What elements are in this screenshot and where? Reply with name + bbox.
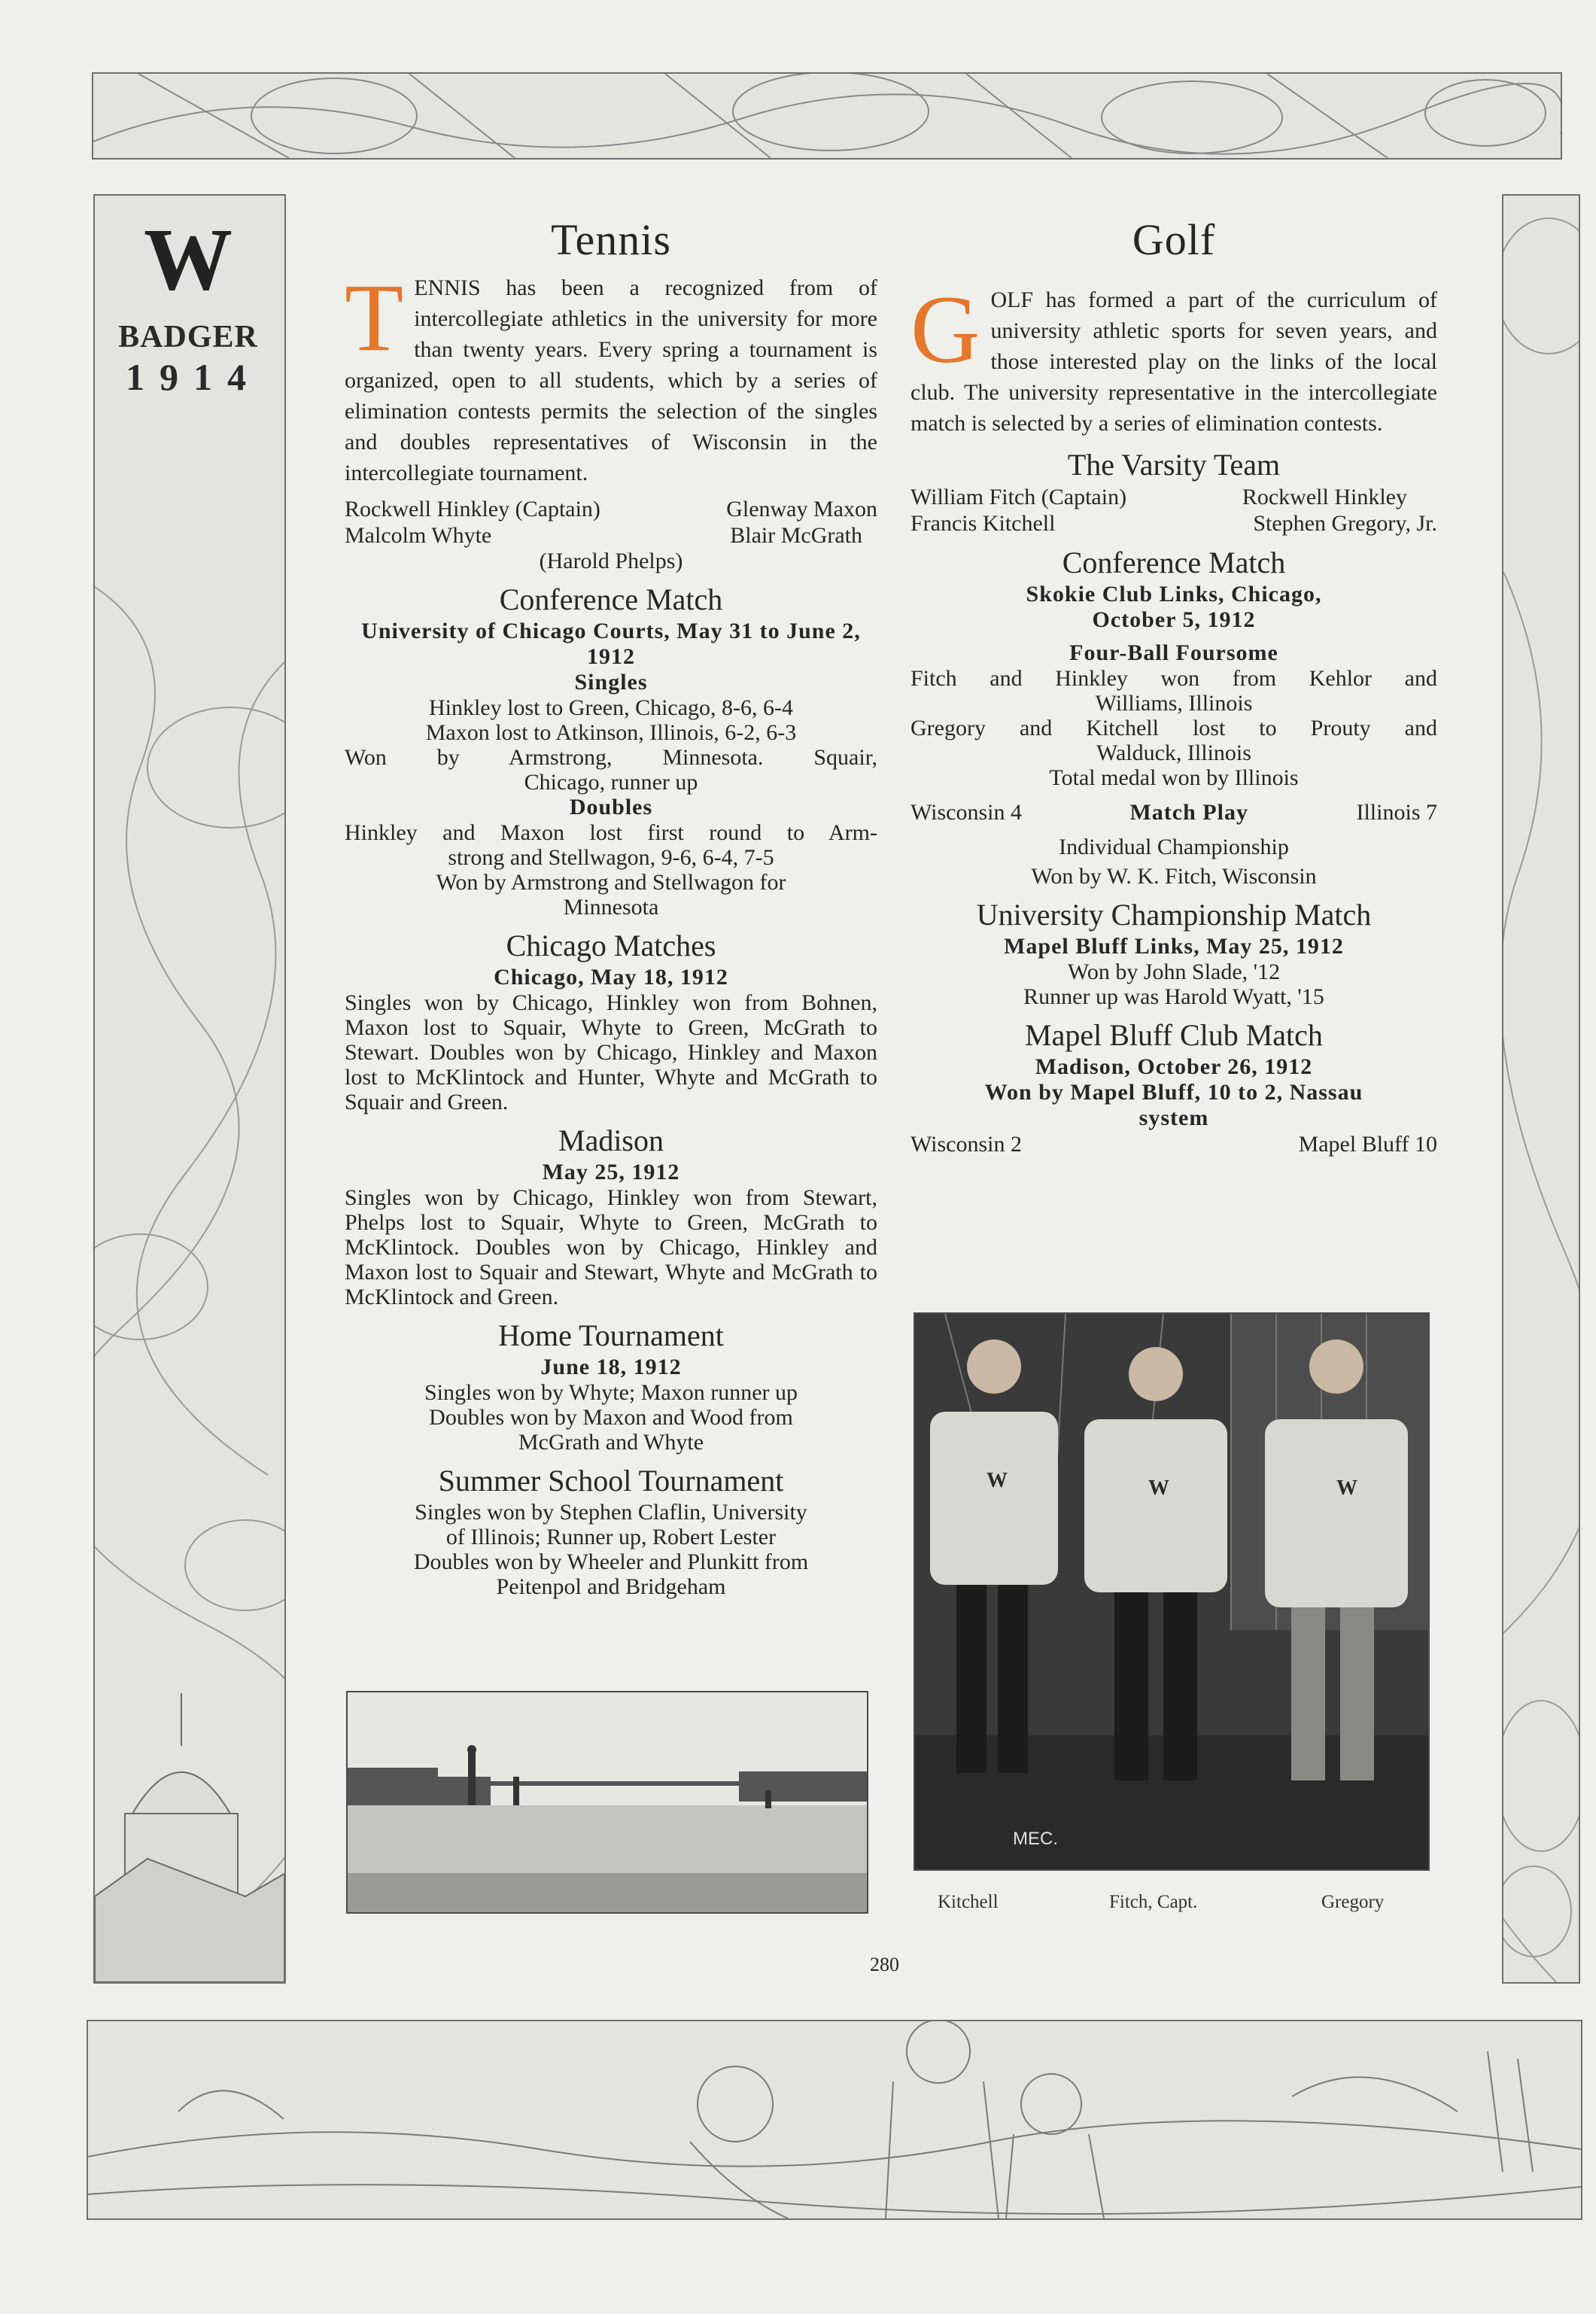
badger-1914-badge: [93, 194, 283, 399]
roster-name: Blair McGrath: [730, 523, 862, 548]
roster-name: Malcolm Whyte: [345, 523, 492, 548]
result-line: Singles won by Whyte; Maxon runner up: [424, 1380, 798, 1405]
top-decorative-border: [92, 72, 1562, 160]
result-line: of Illinois; Runner up, Robert Lester: [445, 1525, 777, 1549]
result-line: Doubles won by Maxon and Wood from: [429, 1405, 793, 1430]
university-championship-location: Mapel Bluff Links, May 25, 1912: [1004, 934, 1344, 959]
varsity-team-title: The Varsity Team: [1067, 448, 1281, 482]
mapel-bluff-score: [910, 1131, 1437, 1157]
tennis-roster: [345, 496, 877, 573]
result-line: Singles won by Stephen Claflin, University: [415, 1500, 807, 1525]
golf-conference-location: Skokie Club Links, Chicago,: [1026, 582, 1322, 607]
match-play-score: [910, 799, 1437, 826]
result-line: Gregory and Kitchell lost to Prouty and: [910, 716, 1437, 740]
result-line: Individual Championship: [1059, 835, 1289, 859]
svg-text:W: W: [1336, 1476, 1357, 1500]
left-decorative-panel: [93, 194, 286, 1984]
score-mapel-bluff: Mapel Bluff 10: [1298, 1132, 1437, 1157]
result-line: Runner up was Harold Wyatt, '15: [1023, 984, 1324, 1009]
university-championship-title: University Championship Match: [976, 898, 1372, 932]
bottom-decorative-border: [87, 2020, 1582, 2220]
roster-name: Stephen Gregory, Jr.: [1253, 511, 1437, 536]
result-line: Peitenpol and Bridgeham: [496, 1574, 726, 1599]
golf-dropcap: G: [910, 276, 980, 383]
roster-name: Glenway Maxon: [726, 497, 877, 521]
chicago-matches-title: Chicago Matches: [506, 929, 716, 962]
result-line: Maxon lost to Atkinson, Illinois, 6-2, 6-3: [425, 720, 797, 745]
page-number: 280: [870, 1954, 899, 1975]
score-wisconsin: Wisconsin 2: [910, 1132, 1022, 1157]
tennis-conference-location: University of Chicago Courts, May 31 to June 2, 1912: [361, 619, 861, 669]
home-tournament-title: Home Tournament: [498, 1318, 724, 1352]
four-ball-heading: Four-Ball Foursome: [1069, 640, 1278, 665]
golf-intro-text: OLF has formed a part of the curriculum of university athletic sports for seven years, and those interested play on the links of the local club. The university representative in the intercollegiate match is selected by a series of elimination contests.: [910, 287, 1437, 436]
badge-letter: W: [144, 210, 233, 309]
result-line: Won by Armstrong and Stellwagon for: [436, 870, 786, 895]
singles-heading: Singles: [574, 670, 648, 695]
result-line: Won by Armstrong, Minnesota. Squair,: [345, 745, 877, 770]
result-line: Williams, Illinois: [1095, 691, 1253, 716]
result-line: Total medal won by Illinois: [1049, 765, 1299, 790]
score-label: Match Play: [1129, 800, 1248, 825]
golf-column: [910, 214, 1437, 1157]
photo-signature: MEC.: [1013, 1829, 1058, 1849]
caption-gregory: Gregory: [1321, 1892, 1385, 1912]
tennis-intro: [345, 264, 877, 488]
svg-text:W: W: [986, 1469, 1008, 1492]
result-line: Doubles won by Wheeler and Plunkitt from: [413, 1549, 809, 1574]
tennis-intro-text: ENNIS has been a recognized from of intercollegiate athletics in the university for more than twenty years. Every spring a tournament is organized, open to all students, which by a series of elimination contests permits the selection of the singles and doubles representatives of Wisconsin in the intercollegiate tournament.: [345, 275, 877, 485]
caption-fitch: Fitch, Capt.: [1109, 1892, 1198, 1912]
roster-name: (Harold Phelps): [539, 549, 683, 573]
result-line: Won by John Slade, '12: [1067, 959, 1281, 984]
tennis-dropcap: T: [345, 264, 404, 371]
tennis-title: Tennis: [551, 215, 671, 264]
result-line: Chicago, runner up: [524, 770, 698, 795]
result-line: Fitch and Hinkley won from Kehlor and: [910, 666, 1437, 691]
chicago-matches-text: Singles won by Chicago, Hinkley won from Bohnen, Maxon lost to Squair, Whyte to Green, McGrath to Stewart. Doubles won by Chicago, Hinkley and Maxon lost to McKlintock and Hunter, Whyte and McGrath to Squair and Green.: [345, 990, 877, 1114]
result-line: Hinkley lost to Green, Chicago, 8-6, 6-4: [428, 695, 794, 720]
result-line: Walduck, Illinois: [1096, 740, 1251, 765]
madison-title: Madison: [558, 1124, 664, 1157]
result-line: Minnesota: [563, 895, 659, 920]
result-line: McGrath and Whyte: [518, 1430, 704, 1455]
chicago-matches-date: Chicago, May 18, 1912: [494, 965, 728, 990]
result-line: Won by Mapel Bluff, 10 to 2, Nassau: [984, 1080, 1363, 1105]
result-line: Hinkley and Maxon lost first round to Arm-: [345, 820, 877, 845]
golf-title: Golf: [1132, 215, 1216, 264]
summer-school-title: Summer School Tournament: [438, 1464, 784, 1498]
golf-conference-date: October 5, 1912: [1092, 607, 1256, 632]
golf-intro: [910, 276, 1437, 439]
tennis-court-photo: [346, 1691, 868, 1914]
mapel-bluff-location: Madison, October 26, 1912: [1035, 1054, 1313, 1079]
badge-name: BADGER: [118, 320, 258, 354]
tennis-column: [345, 214, 877, 1599]
madison-date: May 25, 1912: [542, 1160, 680, 1184]
roster-name: Rockwell Hinkley (Captain): [345, 497, 600, 521]
badge-year: 1914: [126, 356, 261, 398]
svg-text:W: W: [1148, 1476, 1169, 1500]
home-tournament-date: June 18, 1912: [540, 1355, 682, 1379]
result-line: system: [1138, 1105, 1209, 1130]
caption-kitchell: Kitchell: [938, 1892, 999, 1912]
score-illinois: Illinois 7: [1356, 800, 1437, 825]
roster-name: Rockwell Hinkley: [1242, 485, 1407, 509]
score-wisconsin: Wisconsin 4: [910, 800, 1022, 825]
mapel-bluff-title: Mapel Bluff Club Match: [1025, 1018, 1323, 1052]
doubles-heading: Doubles: [569, 795, 653, 819]
golf-conference-title: Conference Match: [1062, 546, 1286, 579]
golf-team-photo: [914, 1312, 1430, 1871]
right-decorative-panel: [1502, 194, 1580, 1984]
tennis-conference-title: Conference Match: [499, 582, 723, 616]
result-line: strong and Stellwagon, 9-6, 6-4, 7-5: [448, 845, 774, 870]
madison-text: Singles won by Chicago, Hinkley won from Stewart, Phelps lost to Squair, Whyte to Green, McGrath to McKlintock. Doubles won by Chicago, Hinkley and Maxon lost to Squair and Stewart, Whyte and McGrath to McKlintock and Green.: [345, 1185, 877, 1309]
result-line: Won by W. K. Fitch, Wisconsin: [1031, 864, 1317, 889]
roster-name: Francis Kitchell: [910, 511, 1056, 536]
roster-name: William Fitch (Captain): [910, 485, 1127, 509]
